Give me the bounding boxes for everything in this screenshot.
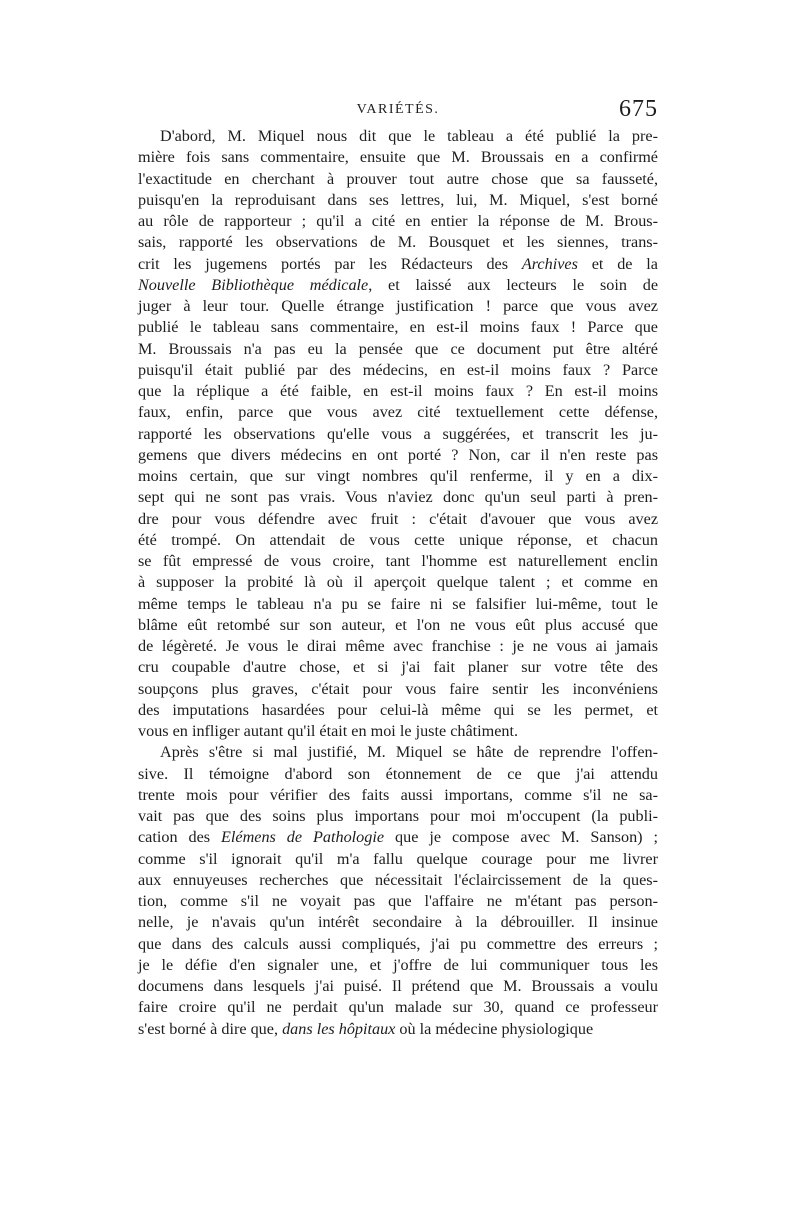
text-line: moins certain, que sur vingt nombres qu'il renferme, il y en a dix-: [138, 467, 658, 485]
text-line: s'est borné à dire que, dans les hôpitaux où la médecine physiologique: [138, 1019, 594, 1038]
text-line: trente mois pour vérifier des faits aussi importans, comme s'il ne sa-: [138, 785, 658, 804]
text-line: faux, enfin, parce que vous avez cité textuellement cette défense,: [138, 403, 658, 422]
text-line: vous en infliger autant qu'il était en moi le juste châtiment.: [138, 722, 519, 740]
text-line: sept qui ne sont pas vrais. Vous n'aviez donc qu'un seul parti à pren-: [138, 488, 658, 507]
text-line: vait pas que des soins plus importans pour moi m'occupent (la publi-: [138, 807, 658, 825]
text-line: tion, comme s'il ne voyait pas que l'affaire ne m'étant pas person-: [138, 892, 658, 910]
text-line: cation des Elémens de Pathologie que je compose avec M. Sanson) ;: [138, 828, 658, 847]
text-line: sive. Il témoigne d'abord son étonnement de ce que j'ai attendu: [138, 764, 658, 783]
text-line: rapporté les observations qu'elle vous a suggérées, et transcrit les ju-: [138, 424, 658, 443]
running-head: [138, 96, 658, 126]
text-line: faire croire qu'il ne perdait qu'un malade sur 30, quand ce professeur: [138, 998, 658, 1017]
text-line: gemens que divers médecins en ont porté ? Non, car il n'en reste pas: [138, 445, 658, 464]
text-line: je le défie d'en signaler une, et j'offre de lui communiquer tous les: [138, 955, 658, 974]
text-line: l'exactitude en cherchant à prouver tout autre chose que sa fausseté,: [138, 169, 658, 188]
paragraph-1: [138, 126, 658, 742]
text-line: que la réplique a été faible, en est-il moins faux ? En est-il moins: [138, 382, 658, 400]
text-line: mière fois sans commentaire, ensuite que M. Broussais en a confirmé: [138, 148, 658, 167]
text-line: juger à leur tour. Quelle étrange justification ! parce que vous avez: [138, 297, 658, 315]
body-text: [138, 126, 658, 1040]
text-line: publié le tableau sans commentaire, en est-il moins faux ! Parce que: [138, 318, 658, 337]
italic-title: Archives: [521, 254, 578, 273]
italic-title: Elémens de Pathologie: [221, 828, 385, 847]
text-line: au rôle de rapporteur ; qu'il a cité en entier la réponse de M. Brous-: [138, 212, 658, 230]
text-line: se fût empressé de vous croire, tant l'homme est naturellement enclin: [138, 552, 658, 570]
page-number: 675: [619, 96, 658, 122]
text-line: crit les jugemens portés par les Rédacteurs des Archives et de la: [138, 254, 658, 273]
text-line: documens dans lesquels j'ai puisé. Il prétend que M. Broussais a voulu: [138, 977, 658, 995]
text-line: à supposer la probité là où il aperçoit quelque talent ; et comme en: [138, 573, 658, 592]
paragraph-2: [138, 742, 658, 1040]
text-line: été trompé. On attendait de vous cette unique réponse, et chacun: [138, 530, 658, 549]
text-line: même temps le tableau n'a pu se faire ni se falsifier lui-même, tout le: [138, 594, 658, 613]
running-title: VARIÉTÉS.: [356, 102, 440, 117]
text-line: de légèreté. Je vous le dirai même avec franchise : je ne vous ai jamais: [138, 637, 658, 655]
text-line: Nouvelle Bibliothèque médicale, et laissé aux lecteurs le soin de: [138, 275, 658, 294]
text-line: aux ennuyeuses recherches que nécessitait l'éclaircissement de la ques-: [138, 870, 658, 889]
text-line: M. Broussais n'a pas eu la pensée que ce document put être altéré: [138, 339, 658, 358]
text-line: puisqu'il était publié par des médecins, en est-il moins faux ? Parce: [138, 360, 658, 379]
text-line: nelle, je n'avais qu'un intérêt secondaire à la débrouiller. Il insinue: [138, 913, 658, 932]
text-line: sais, rapporté les observations de M. Bousquet et les siennes, trans-: [138, 233, 658, 252]
text-line: Après s'être si mal justifié, M. Miquel se hâte de reprendre l'offen-: [160, 743, 658, 762]
text-line: des imputations hasardées pour celui-là même qui se les permet, et: [138, 700, 658, 719]
text-line: soupçons plus graves, c'était pour vous faire sentir les inconvéniens: [138, 679, 658, 698]
italic-title: Nouvelle Bibliothèque médicale: [138, 275, 369, 294]
italic-title: dans les hôpitaux: [282, 1019, 396, 1038]
text-line: blâme eût retombé sur son auteur, et l'on ne vous eût plus accusé que: [138, 615, 658, 634]
text-line: comme s'il ignorait qu'il m'a fallu quelque courage pour me livrer: [138, 849, 658, 868]
text-line: D'abord, M. Miquel nous dit que le tableau a été publié la pre-: [160, 127, 658, 145]
text-line: cru coupable d'autre chose, et si j'ai fait planer sur votre tête des: [138, 658, 658, 677]
text-line: puisqu'en la reproduisant dans ses lettres, lui, M. Miquel, s'est borné: [138, 190, 658, 209]
text-line: dre pour vous défendre avec fruit : c'était d'avouer que vous avez: [138, 509, 658, 528]
text-line: que dans des calculs aussi compliqués, j'ai pu commettre des erreurs ;: [138, 934, 658, 953]
